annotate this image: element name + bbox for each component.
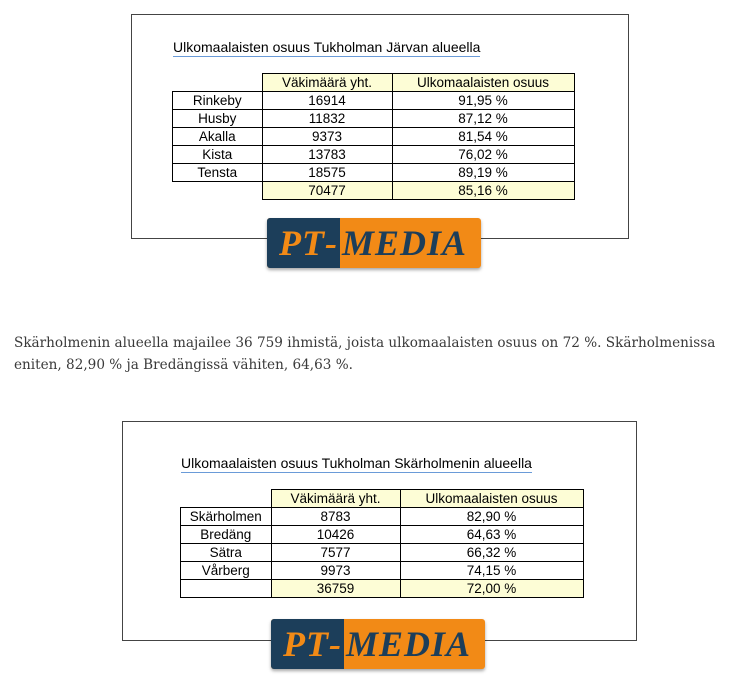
share-cell: 87,12 % xyxy=(392,110,574,128)
share-cell: 91,95 % xyxy=(392,92,574,110)
total-share-cell: 85,16 % xyxy=(392,182,574,200)
total-row xyxy=(173,182,575,200)
population-cell: 18575 xyxy=(262,164,392,182)
table-header-row xyxy=(173,74,575,92)
total-population-cell: 70477 xyxy=(262,182,392,200)
pt-media-logo xyxy=(271,619,485,669)
population-cell: 10426 xyxy=(271,526,400,544)
share-header: Ulkomaalaisten osuus xyxy=(400,490,583,508)
area-cell: Bredäng xyxy=(181,526,272,544)
total-population-cell: 36759 xyxy=(271,580,400,598)
area-cell: Husby xyxy=(173,110,263,128)
table-row xyxy=(181,544,584,562)
share-cell: 64,63 % xyxy=(400,526,583,544)
population-cell: 16914 xyxy=(262,92,392,110)
area-cell: Vårberg xyxy=(181,562,272,580)
share-cell: 76,02 % xyxy=(392,146,574,164)
figure-1-title: Ulkomaalaisten osuus Tukholman Järvan alueella xyxy=(173,39,481,55)
logo-pt-text: PT - xyxy=(267,218,340,268)
area-cell: Tensta xyxy=(173,164,263,182)
figure-1-panel xyxy=(131,14,629,239)
area-cell: Sätra xyxy=(181,544,272,562)
figure-2-title: Ulkomaalaisten osuus Tukholman Skärholmenin alueella xyxy=(181,455,532,471)
table-header-row xyxy=(181,490,584,508)
population-cell: 13783 xyxy=(262,146,392,164)
article-paragraph xyxy=(14,332,744,376)
area-cell: Rinkeby xyxy=(173,92,263,110)
logo-pt-text: PT - xyxy=(271,619,344,669)
figure-2-table xyxy=(180,489,584,598)
table-row xyxy=(173,128,575,146)
share-cell: 81,54 % xyxy=(392,128,574,146)
figure-1-table xyxy=(172,73,575,200)
share-cell: 82,90 % xyxy=(400,508,583,526)
population-header: Väkimäärä yht. xyxy=(262,74,392,92)
paragraph-line: Skärholmenin alueella majailee 36 759 ihmistä, joista ulkomaalaisten osuus on 72 %. Skärholmenissa xyxy=(14,335,716,351)
table-row xyxy=(173,146,575,164)
share-header: Ulkomaalaisten osuus xyxy=(392,74,574,92)
share-cell: 66,32 % xyxy=(400,544,583,562)
area-cell: Akalla xyxy=(173,128,263,146)
population-cell: 8783 xyxy=(271,508,400,526)
table-row xyxy=(173,110,575,128)
area-cell: Kista xyxy=(173,146,263,164)
pt-media-logo xyxy=(267,218,481,268)
total-share-cell: 72,00 % xyxy=(400,580,583,598)
logo-media-text: MEDIA xyxy=(345,624,472,664)
table-row xyxy=(173,92,575,110)
population-cell: 11832 xyxy=(262,110,392,128)
table-row xyxy=(181,562,584,580)
table-row xyxy=(181,508,584,526)
total-row xyxy=(181,580,584,598)
population-cell: 9373 xyxy=(262,128,392,146)
population-cell: 7577 xyxy=(271,544,400,562)
figure-2-panel xyxy=(122,421,637,641)
table-row xyxy=(173,164,575,182)
share-cell: 89,19 % xyxy=(392,164,574,182)
paragraph-line: eniten, 82,90 % ja Bredängissä vähiten, 64,63 %. xyxy=(14,357,353,373)
table-row xyxy=(181,526,584,544)
area-cell: Skärholmen xyxy=(181,508,272,526)
population-header: Väkimäärä yht. xyxy=(271,490,400,508)
population-cell: 9973 xyxy=(271,562,400,580)
logo-media-text: MEDIA xyxy=(341,223,468,263)
share-cell: 74,15 % xyxy=(400,562,583,580)
